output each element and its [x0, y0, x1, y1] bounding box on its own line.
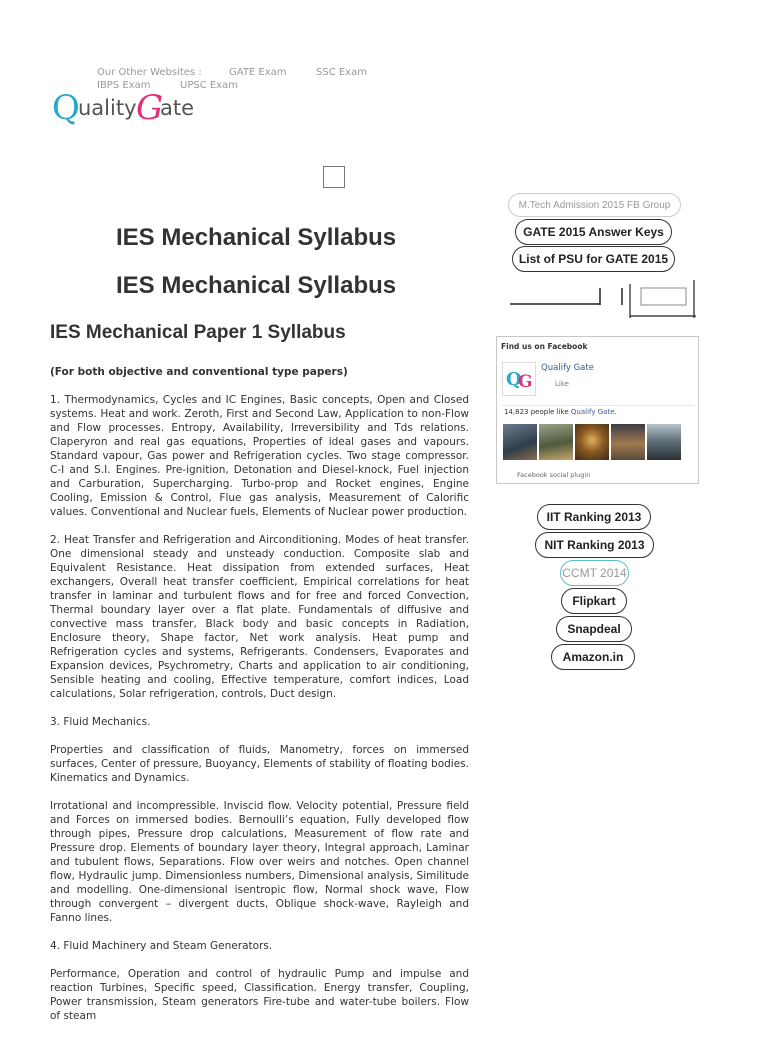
svg-text:Q: Q	[506, 369, 522, 390]
page-title: IES Mechanical Syllabus	[116, 224, 397, 251]
fan-avatar[interactable]	[575, 424, 609, 460]
page-title-repeat: IES Mechanical Syllabus	[116, 272, 397, 299]
empty-box[interactable]	[323, 166, 345, 188]
ibps-exam-link[interactable]: IBPS Exam	[97, 80, 151, 91]
quality-gate-logo[interactable]: Q uality G ate	[52, 88, 195, 128]
syllabus-content	[50, 365, 469, 1037]
widget-frame	[500, 276, 696, 318]
ssc-exam-link[interactable]: SSC Exam	[316, 67, 367, 78]
fan-avatar[interactable]	[611, 424, 645, 460]
mtech-fb-group-button[interactable]: M.Tech Admission 2015 FB Group	[508, 193, 681, 217]
section-heading: IES Mechanical Paper 1 Syllabus	[50, 322, 346, 343]
iit-ranking-button[interactable]: IIT Ranking 2013	[537, 504, 651, 530]
like-count-text: 14,823 people like	[504, 408, 569, 416]
paragraph-fluid-machinery-heading: 4. Fluid Machinery and Steam Generators.	[50, 940, 273, 952]
paper-note: (For both objective and conventional type papers)	[50, 366, 348, 378]
gate-exam-link[interactable]: GATE Exam	[229, 67, 287, 78]
facebook-fan-faces	[503, 424, 693, 460]
upsc-exam-link[interactable]: UPSC Exam	[180, 80, 238, 91]
like-count-page-link[interactable]: Qualify Gate	[570, 408, 615, 416]
fan-avatar[interactable]	[647, 424, 681, 460]
gate-answer-keys-button[interactable]: GATE 2015 Answer Keys	[515, 219, 672, 245]
fan-avatar[interactable]	[503, 424, 537, 460]
qualify-gate-fb-logo-icon[interactable]	[502, 362, 536, 396]
divider	[501, 405, 694, 406]
other-websites-label: Our Other Websites :	[97, 67, 202, 78]
paragraph-fluid-mechanics-heading: 3. Fluid Mechanics.	[50, 716, 151, 728]
facebook-page-name[interactable]: Qualify Gate	[541, 363, 594, 373]
facebook-plugin-label: Facebook social plugin	[517, 471, 591, 479]
svg-text:G: G	[518, 372, 533, 392]
paragraph-heat-transfer: 2. Heat Transfer and Refrigeration and Airconditioning. Modes of heat transfer. One dimensional steady and unsteady conduction. Composite slab and Equivalent Resistance. Heat dissipation from extended surfaces, Heat exchangers, Overall heat transfer coefficient, Empirical correlations for heat transfer in laminar and turbulent flows and for free and forced Convection, Thermal boundary layer over a flat plate. Fundamentals of diffusive and convective mass transfer, Black body and basic concepts in Radiation, Enclosure theory, Shape factor, Net work analysis. Heat pump and Refrigeration cycles and systems, Refrigerants. Condensers, Evaporates and Expansion devices, Psychrometry, Charts and application to air conditioning, Sensible heating and cooling, Effective temperature, comfort indices, Load calculations, Solar refrigeration, controls, Duct design.	[50, 534, 469, 700]
amazon-button[interactable]: Amazon.in	[551, 644, 635, 670]
snapdeal-button[interactable]: Snapdeal	[556, 616, 632, 642]
like-count-suffix: .	[614, 408, 617, 416]
ccmt-2014-button[interactable]: CCMT 2014	[560, 560, 629, 586]
paragraph-fluid-machinery: Performance, Operation and control of hydraulic Pump and impulse and reaction Turbines, Specific speed, Classification. Energy transfer, Coupling, Power transmission, Steam generators Fire-tube and water-tube boilers. Flow of steam	[50, 968, 469, 1022]
facebook-like-button[interactable]: Like	[555, 380, 569, 388]
other-websites-bar	[0, 0, 768, 100]
psu-list-button[interactable]: List of PSU for GATE 2015	[512, 246, 675, 272]
paragraph-fluid-properties: Properties and classification of fluids, Manometry, forces on immersed surfaces, Center of pressure, Buoyancy, Elements of stability of floating bodies. Kinematics and Dynamics.	[50, 744, 469, 784]
flipkart-button[interactable]: Flipkart	[561, 588, 627, 614]
fan-avatar[interactable]	[539, 424, 573, 460]
facebook-box-title: Find us on Facebook	[501, 342, 588, 351]
paragraph-irrotational-flow: Irrotational and incompressible. Inviscid flow. Velocity potential, Pressure field and Forces on immersed bodies. Bernoulli’s equation, Fully developed flow through pipes, Pressure drop calculations, Measurement of flow rate and Pressure drop. Elements of boundary layer theory, Integral approach, Laminar and tubulent flows, Separations. Flow over weirs and notches. Open channel flow, Hydraulic jump. Dimensionless numbers, Dimensional analysis, Similitude and modelling. One-dimensional isentropic flow, Normal shock wave, Flow through convergent – divergent ducts, Oblique shock-wave, Rayleigh and Fanno lines.	[50, 800, 469, 924]
nit-ranking-button[interactable]: NIT Ranking 2013	[535, 532, 654, 558]
facebook-like-box	[496, 336, 699, 484]
paragraph-thermodynamics: 1. Thermodynamics, Cycles and IC Engines, Basic concepts, Open and Closed systems. Heat and work. Zeroth, First and Second Law, Application to non-Flow and Flow processes. Entropy, Availability, Irreversibility and Tds relations. Claperyron and real gas equations, Properties of ideal gases and vapours. Standard vapour, Gas power and Refrigeration cycles. Two stage compressor. C-I and S.I. Engines. Pre-ignition, Detonation and Diesel-knock, Fuel injection and Carburation, Supercharging. Turbo-prop and Rocket engines, Engine Cooling, Emission & Control, Flue gas analysis, Measurement of Calorific values. Conventional and Nuclear fuels, Elements of Nuclear power production.	[50, 394, 469, 518]
facebook-like-count	[504, 408, 617, 416]
